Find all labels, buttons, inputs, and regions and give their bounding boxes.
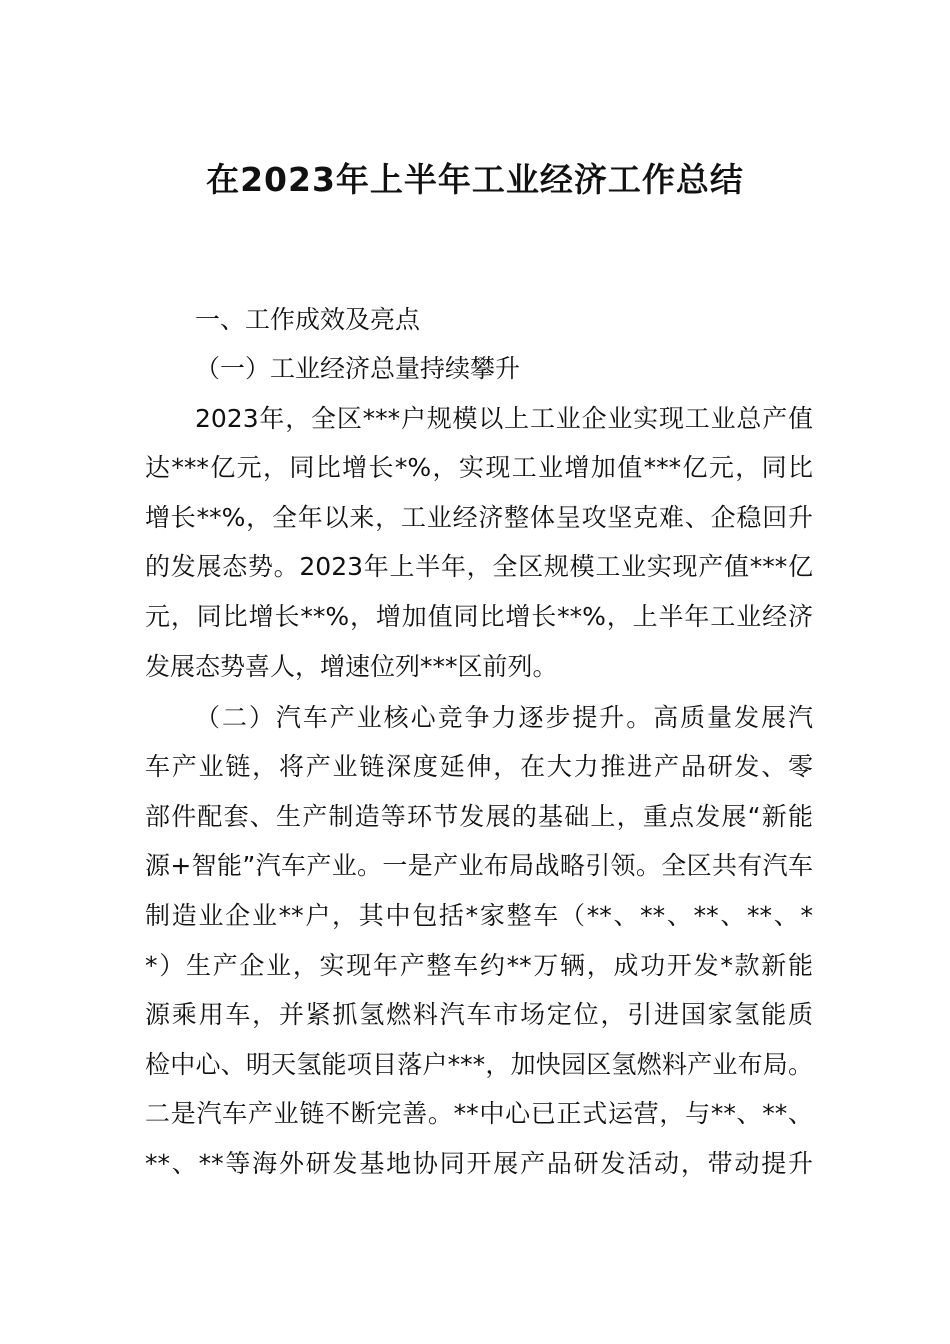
subsection-heading: （一）工业经济总量持续攀升 bbox=[195, 354, 521, 383]
paragraph-1-line-6: 发展态势喜人，增速位列***区前列。 bbox=[145, 652, 558, 681]
paragraph-1-line-1: 2023年，全区***户规模以上工业企业实现工业总产值 bbox=[195, 404, 813, 433]
paragraph-2-line-1: （二）汽车产业核心竞争力逐步提升。高质量发展汽 bbox=[195, 703, 813, 732]
paragraph-2-line-5: 制造业企业**户，其中包括*家整车（**、**、**、**、* bbox=[145, 901, 813, 930]
paragraph-2-line-7: 源乘用车，并紧抓氢燃料汽车市场定位，引进国家氢能质 bbox=[145, 1000, 813, 1029]
paragraph-2-line-8: 检中心、明天氢能项目落户***，加快园区氢燃料产业布局。 bbox=[145, 1050, 813, 1079]
paragraph-2-line-4: 源+智能”汽车产业。一是产业布局战略引领。全区共有汽车 bbox=[145, 851, 813, 880]
paragraph-2-line-2: 车产业链，将产业链深度延伸，在大力推进产品研发、零 bbox=[145, 752, 813, 781]
paragraph-1-line-4: 的发展态势。2023年上半年，全区规模工业实现产值***亿 bbox=[145, 552, 813, 581]
paragraph-1-line-5: 元，同比增长**%，增加值同比增长**%，上半年工业经济 bbox=[145, 602, 813, 631]
document-title: 在2023年上半年工业经济工作总结 bbox=[206, 160, 744, 199]
paragraph-1-line-3: 增长**%，全年以来，工业经济整体呈攻坚克难、企稳回升 bbox=[145, 503, 813, 532]
paragraph-2-line-3: 部件配套、生产制造等环节发展的基础上，重点发展“新能 bbox=[145, 802, 813, 831]
section-heading: 一、工作成效及亮点 bbox=[195, 305, 421, 334]
paragraph-1-line-2: 达***亿元，同比增长*%，实现工业增加值***亿元，同比 bbox=[145, 453, 813, 482]
paragraph-2-line-6: *）生产企业，实现年产整车约**万辆，成功开发*款新能 bbox=[145, 951, 813, 980]
paragraph-2-line-10: **、**等海外研发基地协同开展产品研发活动，带动提升 bbox=[145, 1149, 813, 1178]
paragraph-2-line-9: 二是汽车产业链不断完善。**中心已正式运营，与**、**、 bbox=[145, 1099, 813, 1128]
